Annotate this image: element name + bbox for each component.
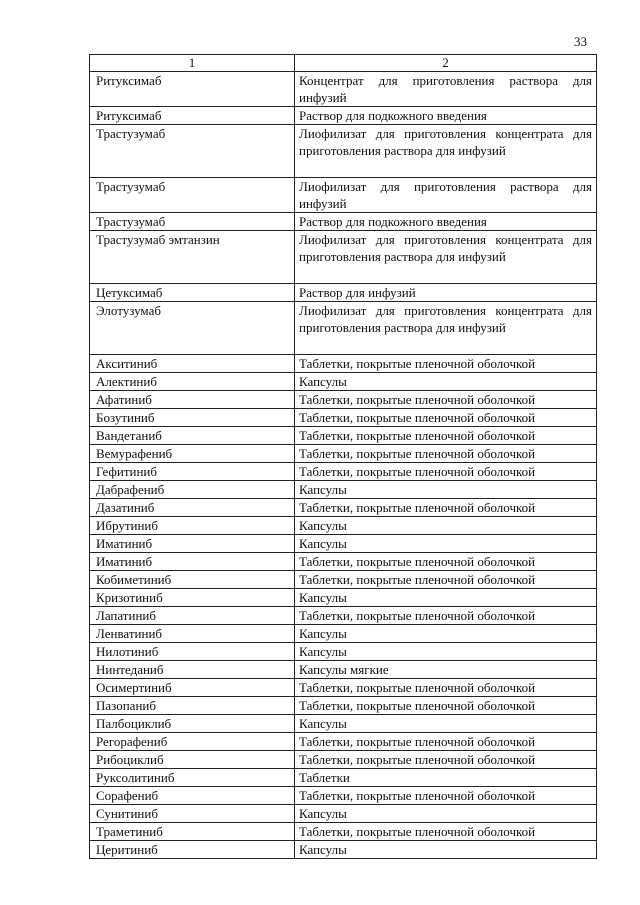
- dosage-form-cell: Раствор для инфузий: [295, 284, 597, 302]
- table-row: [90, 284, 597, 302]
- dosage-form-cell: Капсулы: [295, 535, 597, 553]
- table-row: [90, 231, 597, 284]
- drug-name-cell: Осимертиниб: [90, 679, 295, 697]
- column-header-2: 2: [295, 55, 597, 72]
- drug-name-cell: Нинтеданиб: [90, 661, 295, 679]
- dosage-form-cell: Раствор для подкожного введения: [295, 213, 597, 231]
- drug-name-cell: Вандетаниб: [90, 427, 295, 445]
- table-row: [90, 805, 597, 823]
- table-row: [90, 499, 597, 517]
- dosage-form-cell: Капсулы: [295, 841, 597, 859]
- table-row: [90, 373, 597, 391]
- dosage-form-cell: Капсулы: [295, 589, 597, 607]
- dosage-form-cell: Капсулы: [295, 805, 597, 823]
- table-row: [90, 178, 597, 213]
- dosage-form-cell: Концентрат для приготовления раствора для инфузий: [295, 72, 597, 107]
- table-row: [90, 409, 597, 427]
- table-row: [90, 391, 597, 409]
- dosage-form-cell: Таблетки, покрытые пленочной оболочкой: [295, 553, 597, 571]
- table-row: [90, 107, 597, 125]
- drug-name-cell: Сорафениб: [90, 787, 295, 805]
- drug-name-cell: Ритуксимаб: [90, 72, 295, 107]
- drug-name-cell: Регорафениб: [90, 733, 295, 751]
- table-row: [90, 643, 597, 661]
- table-header-row: [90, 55, 597, 72]
- drug-name-cell: Алектиниб: [90, 373, 295, 391]
- dosage-form-cell: Таблетки, покрытые пленочной оболочкой: [295, 787, 597, 805]
- table-row: [90, 517, 597, 535]
- table-row: [90, 481, 597, 499]
- column-header-1: 1: [90, 55, 295, 72]
- drug-name-cell: Палбоциклиб: [90, 715, 295, 733]
- drug-name-cell: Нилотиниб: [90, 643, 295, 661]
- table-row: [90, 535, 597, 553]
- drug-name-cell: Траметиниб: [90, 823, 295, 841]
- table-row: [90, 355, 597, 373]
- table-row: [90, 571, 597, 589]
- dosage-form-cell: Капсулы: [295, 643, 597, 661]
- table-row: [90, 463, 597, 481]
- drug-name-cell: Иматиниб: [90, 553, 295, 571]
- drug-name-cell: Трастузумаб эмтанзин: [90, 231, 295, 284]
- table-row: [90, 589, 597, 607]
- dosage-form-cell: Капсулы мягкие: [295, 661, 597, 679]
- table-row: [90, 607, 597, 625]
- dosage-form-cell: Капсулы: [295, 517, 597, 535]
- table-row: [90, 302, 597, 355]
- table-row: [90, 841, 597, 859]
- table-row: [90, 427, 597, 445]
- dosage-form-cell: Таблетки, покрытые пленочной оболочкой: [295, 607, 597, 625]
- dosage-form-cell: Таблетки, покрытые пленочной оболочкой: [295, 427, 597, 445]
- dosage-form-cell: Таблетки, покрытые пленочной оболочкой: [295, 463, 597, 481]
- drug-name-cell: Кризотиниб: [90, 589, 295, 607]
- dosage-form-cell: Лиофилизат для приготовления концентрата для приготовления раствора для инфузий: [295, 302, 597, 355]
- dosage-form-cell: Лиофилизат для приготовления концентрата для приготовления раствора для инфузий: [295, 125, 597, 178]
- dosage-form-cell: Таблетки, покрытые пленочной оболочкой: [295, 751, 597, 769]
- table-row: [90, 213, 597, 231]
- page-number: 33: [574, 34, 587, 49]
- table-row: [90, 679, 597, 697]
- dosage-form-cell: Капсулы: [295, 625, 597, 643]
- drug-name-cell: Трастузумаб: [90, 213, 295, 231]
- drug-name-cell: Акситиниб: [90, 355, 295, 373]
- drug-name-cell: Руксолитиниб: [90, 769, 295, 787]
- dosage-form-cell: Таблетки, покрытые пленочной оболочкой: [295, 823, 597, 841]
- drug-name-cell: Рибоциклиб: [90, 751, 295, 769]
- dosage-form-cell: Лиофилизат для приготовления концентрата для приготовления раствора для инфузий: [295, 231, 597, 284]
- drug-name-cell: Церитиниб: [90, 841, 295, 859]
- drug-name-cell: Ленватиниб: [90, 625, 295, 643]
- table-row: [90, 125, 597, 178]
- drug-name-cell: Иматиниб: [90, 535, 295, 553]
- drug-name-cell: Бозутиниб: [90, 409, 295, 427]
- drug-name-cell: Дабрафениб: [90, 481, 295, 499]
- dosage-form-cell: Капсулы: [295, 715, 597, 733]
- dosage-form-cell: Таблетки, покрытые пленочной оболочкой: [295, 733, 597, 751]
- dosage-form-cell: Таблетки, покрытые пленочной оболочкой: [295, 499, 597, 517]
- dosage-form-cell: Таблетки, покрытые пленочной оболочкой: [295, 679, 597, 697]
- drug-name-cell: Сунитиниб: [90, 805, 295, 823]
- drug-name-cell: Ибрутиниб: [90, 517, 295, 535]
- table-row: [90, 625, 597, 643]
- drug-name-cell: Ритуксимаб: [90, 107, 295, 125]
- dosage-form-cell: Капсулы: [295, 481, 597, 499]
- drug-name-cell: Вемурафениб: [90, 445, 295, 463]
- drug-name-cell: Трастузумаб: [90, 125, 295, 178]
- dosage-form-cell: Раствор для подкожного введения: [295, 107, 597, 125]
- drug-name-cell: Лапатиниб: [90, 607, 295, 625]
- table-row: [90, 697, 597, 715]
- dosage-form-cell: Таблетки, покрытые пленочной оболочкой: [295, 409, 597, 427]
- drug-name-cell: Пазопаниб: [90, 697, 295, 715]
- drug-name-cell: Трастузумаб: [90, 178, 295, 213]
- table-row: [90, 733, 597, 751]
- dosage-form-cell: Таблетки, покрытые пленочной оболочкой: [295, 391, 597, 409]
- drug-name-cell: Дазатиниб: [90, 499, 295, 517]
- drug-forms-table: [89, 54, 597, 859]
- table-row: [90, 787, 597, 805]
- table-row: [90, 769, 597, 787]
- table-row: [90, 823, 597, 841]
- dosage-form-cell: Таблетки, покрытые пленочной оболочкой: [295, 697, 597, 715]
- drug-name-cell: Гефитиниб: [90, 463, 295, 481]
- dosage-form-cell: Таблетки, покрытые пленочной оболочкой: [295, 355, 597, 373]
- table-row: [90, 661, 597, 679]
- drug-name-cell: Афатиниб: [90, 391, 295, 409]
- dosage-form-cell: Таблетки, покрытые пленочной оболочкой: [295, 445, 597, 463]
- drug-name-cell: Элотузумаб: [90, 302, 295, 355]
- drug-name-cell: Кобиметиниб: [90, 571, 295, 589]
- dosage-form-cell: Лиофилизат для приготовления раствора для инфузий: [295, 178, 597, 213]
- table-row: [90, 715, 597, 733]
- table-row: [90, 72, 597, 107]
- dosage-form-cell: Таблетки, покрытые пленочной оболочкой: [295, 571, 597, 589]
- table-row: [90, 553, 597, 571]
- dosage-form-cell: Капсулы: [295, 373, 597, 391]
- dosage-form-cell: Таблетки: [295, 769, 597, 787]
- table-row: [90, 445, 597, 463]
- table-row: [90, 751, 597, 769]
- table-body: [90, 72, 597, 859]
- drug-name-cell: Цетуксимаб: [90, 284, 295, 302]
